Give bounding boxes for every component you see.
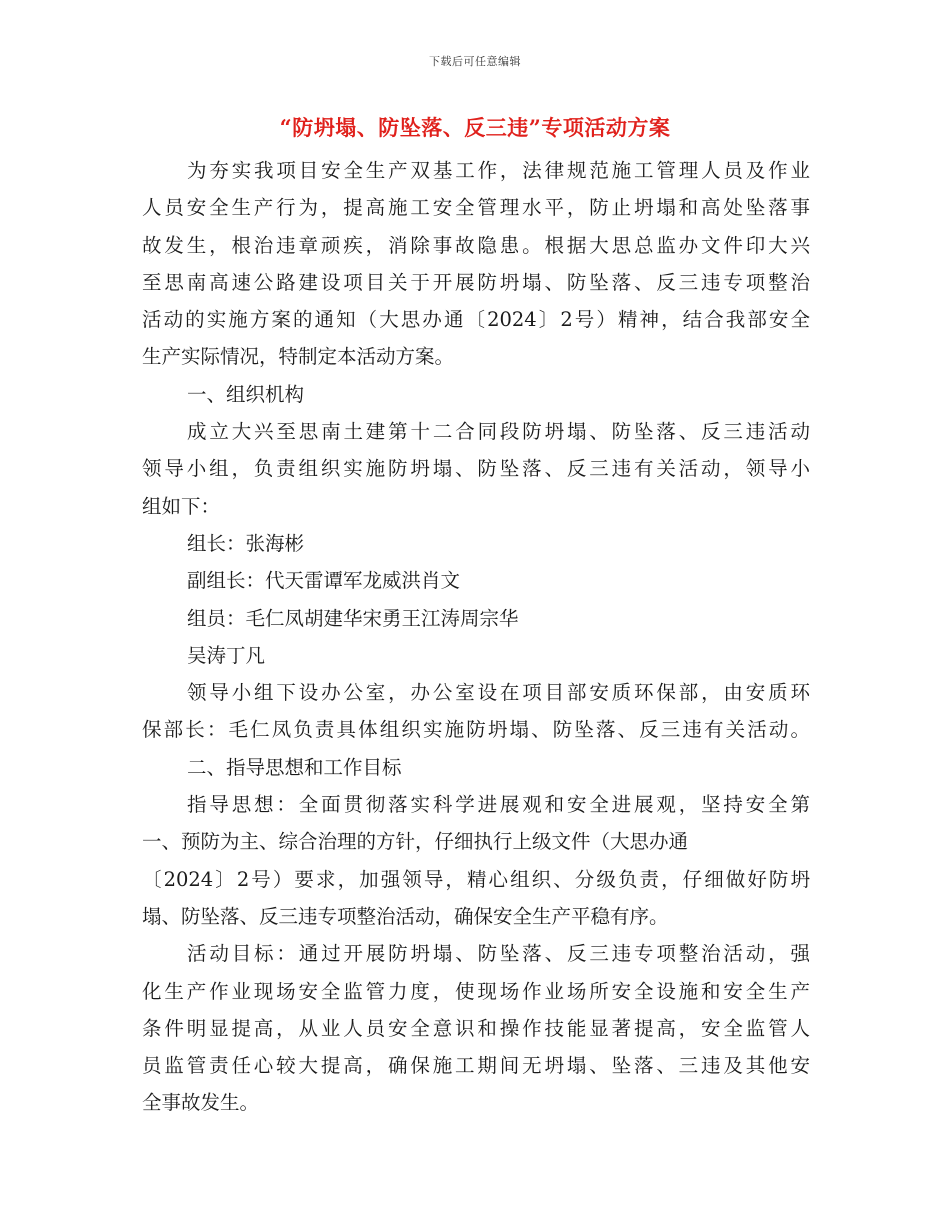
document-title: “防坍塌、防坠落、反三违”专项活动方案 [279, 115, 671, 140]
body-line: 员监管责任心较大提高，确保施工期间无坍塌、坠落、三违及其他安 [142, 1054, 810, 1078]
body-line: 组员：毛仁凤胡建华宋勇王江涛周宗华 [187, 606, 519, 630]
body-line: 副组长：代天雷谭军龙威洪肖文 [187, 569, 461, 593]
body-line: 人员安全生产行为，提高施工安全管理水平，防止坍塌和高处坠落事 [142, 196, 810, 220]
body-line: 指导思想：全面贯彻落实科学进展观和安全进展观，坚持安全第 [187, 793, 810, 817]
body-line: 保部长：毛仁凤负责具体组织实施防坍塌、防坠落、反三违有关活动。 [142, 718, 810, 742]
body-line: 活动的实施方案的通知（大思办通〔2024〕2号）精神，结合我部安全 [142, 308, 810, 332]
body-line: 为夯实我项目安全生产双基工作，法律规范施工管理人员及作业 [187, 159, 810, 182]
body-line: 组长：张海彬 [187, 531, 305, 555]
body-line: 一、组织机构 [187, 382, 305, 406]
body-line: 成立大兴至思南土建第十二合同段防坍塌、防坠落、反三违活动 [187, 420, 810, 444]
body-line: 领导小组，负责组织实施防坍塌、防坠落、反三违有关活动，领导小 [142, 457, 810, 481]
body-line: 生产实际情况，特制定本活动方案。 [142, 345, 455, 369]
body-line: 全事故发生。 [142, 1091, 260, 1115]
body-line: 组如下： [142, 494, 221, 518]
document-body [142, 152, 810, 1122]
body-line: 活动目标：通过开展防坍塌、防坠落、反三违专项整治活动，强 [187, 942, 810, 966]
body-line: 一、预防为主、综合治理的方针，仔细执行上级文件（大思办通 [142, 830, 689, 854]
body-line: 二、指导思想和工作目标 [187, 755, 402, 779]
body-line: 故发生，根治违章顽疾，消除事故隐患。根据大思总监办文件印大兴 [142, 233, 810, 257]
body-line: 塌、防坠落、反三违专项整治活动，确保安全生产平稳有序。 [142, 904, 669, 928]
body-line: 条件明显提高，从业人员安全意识和操作技能显著提高，安全监管人 [142, 1016, 810, 1040]
page-header-note: 下载后可任意编辑 [429, 55, 521, 68]
body-line: 吴涛丁凡 [187, 643, 266, 667]
body-line: 领导小组下设办公室，办公室设在项目部安质环保部，由安质环 [187, 681, 810, 705]
body-line: 至思南高速公路建设项目关于开展防坍塌、防坠落、反三违专项整治 [142, 270, 810, 294]
body-line: 〔2024〕2号）要求，加强领导，精心组织、分级负责，仔细做好防坍 [142, 867, 810, 891]
body-line: 化生产作业现场安全监管力度，使现场作业场所安全设施和安全生产 [142, 979, 810, 1003]
